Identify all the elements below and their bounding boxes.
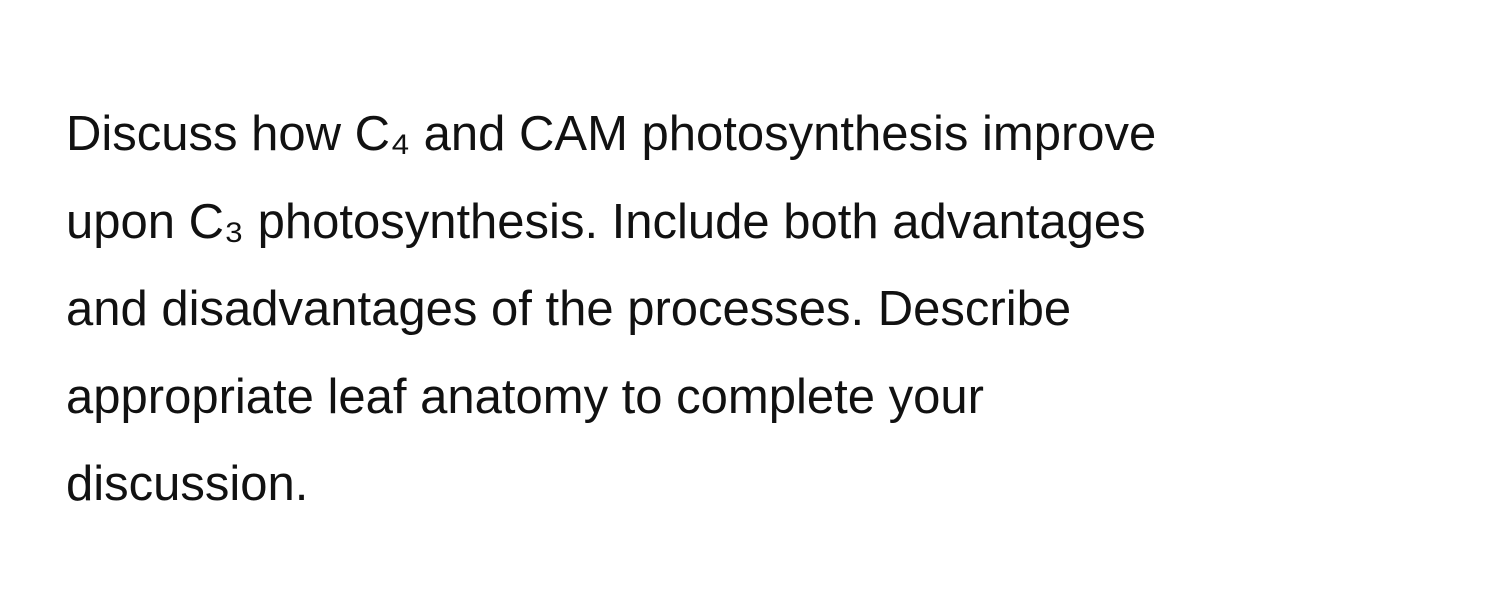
question-text	[66, 91, 1466, 529]
question-line: and disadvantages of the processes. Describe	[66, 282, 1072, 336]
question-line: upon C₃ photosynthesis. Include both advantages	[66, 194, 1146, 249]
question-line: Discuss how C₄ and CAM photosynthesis improve	[66, 107, 1157, 161]
question-line: discussion.	[66, 457, 309, 511]
question-line: appropriate leaf anatomy to complete your	[66, 369, 984, 424]
